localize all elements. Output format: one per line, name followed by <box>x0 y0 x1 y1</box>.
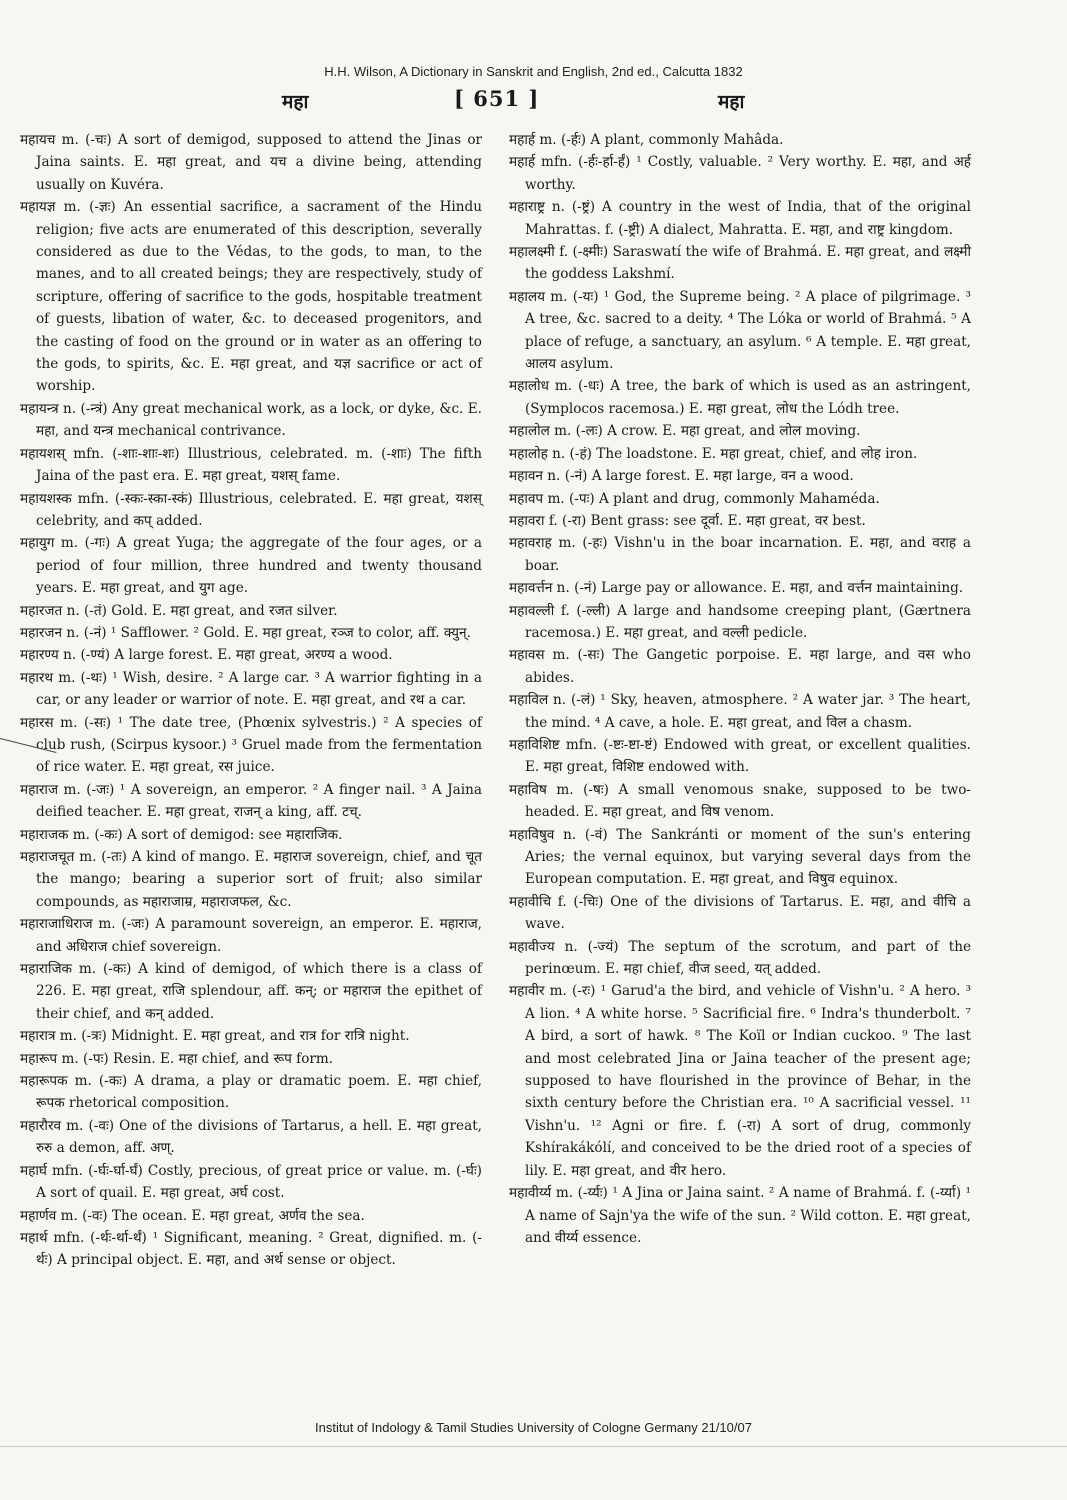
dictionary-entry: महालोह n. (-हं) The loadstone. E. महा great, chief, and लोह iron. <box>509 445 918 462</box>
dictionary-entry: महाराष्ट्र n. (-ष्ट्रं) A country in the west of India, that of the original Mahrattas. f. (-ष्ट्री) A dialect, Mahratta. E. महा, and राष्ट्र kingdom. <box>509 199 971 238</box>
dictionary-entry: महारात्र m. (-त्रः) Midnight. E. महा great, and रात्र for रात्रि night. <box>20 1028 410 1045</box>
left-running-headword: महा <box>282 91 309 113</box>
dictionary-entry: महावन n. (-नं) A large forest. E. महा large, वन a wood. <box>509 468 854 485</box>
dictionary-entry: महावर्त्तन n. (-नं) Large pay or allowance. E. महा, and वर्त्तन maintaining. <box>509 580 964 597</box>
dictionary-entry: महायन्त्र n. (-न्त्रं) Any great mechanical work, as a lock, or dyke, &c. E. महा, and यन्त्र mechanical contrivance. <box>20 400 482 440</box>
dictionary-entry: महावस m. (-सः) The Gangetic porpoise. E. महा large, and वस who abides. <box>509 647 971 686</box>
dictionary-entry: महार्ह mfn. (-र्हः-र्हा-र्हं) ¹ Costly, valuable. ² Very worthy. E. महा, and अर्ह worthy. <box>509 154 971 193</box>
dictionary-entry: महार्ह m. (-र्हः) A plant, commonly Mahâda. <box>509 132 784 148</box>
left-column <box>20 129 482 1272</box>
dictionary-entry: महार्णव m. (-वः) The ocean. E. महा great, अर्णव the sea. <box>20 1207 365 1224</box>
dictionary-entry: महारजन n. (-नं) ¹ Safflower. ² Gold. E. महा great, रञ्ज to color, aff. क्युन्. <box>20 624 471 641</box>
dictionary-entry: महार्थ mfn. (-र्थः-र्था-र्थं) ¹ Significant, meaning. ² Great, dignified. m. (-र्थः) A principal object. E. महा, and अर्थ sense or object. <box>20 1229 482 1269</box>
dictionary-entry: महारस m. (-सः) ¹ The date tree, (Phœnix sylvestris.) ² A species of club rush, (Scirpus kysoor.) ³ Gruel made from the fermentation of rice water. E. महा great, रस juice. <box>20 714 482 776</box>
dictionary-entry: महारूप m. (-पः) Resin. E. महा chief, and रूप form. <box>20 1050 334 1067</box>
dictionary-entry: महारजत n. (-तं) Gold. E. महा great, and रजत silver. <box>20 602 338 619</box>
dictionary-entry: महाराजाधिराज m. (-जः) A paramount sovereign, an emperor. E. महाराज, and अधिराज chief sovereign. <box>20 916 482 955</box>
source-citation: H.H. Wilson, A Dictionary in Sanskrit and English, 2nd ed., Calcutta 1832 <box>324 64 743 79</box>
dictionary-entry: महाविल n. (-लं) ¹ Sky, heaven, atmosphere. ² A water jar. ³ The heart, the mind. ⁴ A cave, a hole. E. महा great, and विल a chasm. <box>509 692 971 731</box>
dictionary-entry: महाराज m. (-जः) ¹ A sovereign, an emperor. ² A finger nail. ³ A Jaina deified teacher. E. महा great, राजन् a king, aff. टच्. <box>20 781 482 821</box>
page-number: [ 651 ] <box>454 86 540 111</box>
footer-credit: Institut of Indology & Tamil Studies University of Cologne Germany 21/10/07 <box>315 1420 752 1435</box>
dictionary-entry: महालोल m. (-लः) A crow. E. महा great, and लोल moving. <box>509 423 861 440</box>
dictionary-entry: महावीचि f. (-चिः) One of the divisions of Tartarus. E. महा, and वीचि a wave. <box>509 893 971 933</box>
dictionary-entry: महारौरव m. (-वः) One of the divisions of Tartarus, a hell. E. महा great, रुरु a demon, aff. अण्. <box>20 1117 482 1157</box>
dictionary-entry: महाराजक m. (-कः) A sort of demigod: see महाराजिक. <box>20 826 343 843</box>
dictionary-entry: महावराह m. (-हः) Vishn'u in the boar incarnation. E. महा, and वराह a boar. <box>509 535 971 574</box>
dictionary-entry: महारूपक m. (-कः) A drama, a play or dramatic poem. E. महा chief, रूपक rhetorical composition. <box>20 1073 482 1112</box>
dictionary-entry: महाविष m. (-षः) A small venomous snake, supposed to be two-headed. E. महा great, and विष venom. <box>509 781 971 821</box>
dictionary-entry: महावप m. (-पः) A plant and drug, commonly Mahaméda. <box>509 490 880 507</box>
dictionary-entry: महायशस् mfn. (-शाः-शाः-शः) Illustrious, celebrated. m. (-शाः) The fifth Jaina of the past era. E. महा great, यशस् fame. <box>20 445 482 485</box>
dictionary-entry: महाराजिक m. (-कः) A kind of demigod, of which there is a class of 226. E. महा great, राजि splendour, aff. कन्; or महाराज the epithet of their chief, and कन् added. <box>20 961 482 1022</box>
dictionary-entry: महावीर m. (-रः) ¹ Garud'a the bird, and vehicle of Vishn'u. ² A hero. ³ A lion. ⁴ A white horse. ⁵ Sacrificial fire. ⁶ Indra's thunderbolt. ⁷ A bird, a sort of hawk. ⁸ The Koïl or Indian cuckoo. ⁹ The last and most celebrated Jina or Jaina teacher of the present age; supposed to have flourished in the province of Behar, in the sixth century before the Christian era. ¹⁰ A sacrificial vessel. ¹¹ Vishn'u. ¹² Agni or fire. f. (-रा) A sort of drug, commonly Kshírakákólí, and conceived to be the dried root of a species of lily. E. महा great, and वीर hero. <box>509 983 971 1179</box>
dictionary-entry: महायशस्क mfn. (-स्कः-स्का-स्कं) Illustrious, celebrated. E. महा great, यशस् celebrity, and कप् added. <box>20 490 482 529</box>
dictionary-entry: महायच m. (-चः) A sort of demigod, supposed to attend the Jinas or Jaina saints. E. महा great, and यच a divine being, attending usually on Kuvéra. <box>20 132 482 193</box>
dictionary-entry: महालय m. (-यः) ¹ God, the Supreme being. ² A place of pilgrimage. ³ A tree, &c. sacred to a deity. ⁴ The Lóka or world of Brahmá. ⁵ A place of refuge, a sanctuary, an asylum. ⁶ A temple. E. महा great, आलय asylum. <box>509 288 971 373</box>
dictionary-entry: महाविशिष्ट mfn. (-ष्टः-ष्टा-ष्टं) Endowed with great, or excellent qualities. E. महा great, विशिष्ट endowed with. <box>509 736 971 776</box>
bottom-rule <box>0 1446 1067 1447</box>
dictionary-entry: महावल्ली f. (-ल्ली) A large and handsome creeping plant, (Gærtnera racemosa.) E. महा great, and वल्ली pedicle. <box>509 602 971 641</box>
dictionary-entry: महारण्य n. (-ण्यं) A large forest. E. महा great, अरण्य a wood. <box>20 647 393 664</box>
dictionary-entry: महावीर्य्य m. (-र्य्यः) ¹ A Jina or Jaina saint. ² A name of Brahmá. f. (-र्य्या) ¹ A name of Sajn'ya the wife of the sun. ² Wild cotton. E. महा great, and वीर्य्य essence. <box>509 1185 971 1246</box>
dictionary-entry: महारथ m. (-थः) ¹ Wish, desire. ² A large car. ³ A warrior fighting in a car, or any leader or warrior of note. E. महा great, and रथ a car. <box>20 669 482 709</box>
right-running-headword: महा <box>718 91 745 113</box>
dictionary-entry: महावीज्य n. (-ज्यं) The septum of the scrotum, and part of the perinœum. E. महा chief, वीज seed, यत् added. <box>509 938 971 978</box>
page-header <box>0 86 1067 116</box>
dictionary-entry: महालोध m. (-धः) A tree, the bark of which is used as an astringent, (Symplocos racemosa.) E. महा great, लोध the Lódh tree. <box>509 378 971 417</box>
dictionary-entry: महाविषुव n. (-वं) The Sankránti or moment of the sun's entering Aries; the vernal equinox, but varying several days from the European computation. E. महा great, and विषुव equinox. <box>509 826 971 888</box>
dictionary-entry: महायुग m. (-गः) A great Yuga; the aggregate of the four ages, or a period of four million, three hundred and twenty thousand years. E. महा great, and युग age. <box>20 535 482 597</box>
dictionary-entry: महावरा f. (-रा) Bent grass: see दूर्वा. E. महा great, वर best. <box>509 512 866 529</box>
dictionary-entry: महार्घ mfn. (-र्घः-र्घा-र्घं) Costly, precious, of great price or value. m. (-र्घः) A sort of quail. E. महा great, अर्घ cost. <box>20 1162 482 1202</box>
dictionary-entry: महालक्ष्मी f. (-क्ष्मीः) Saraswatí the wife of Brahmá. E. महा great, and लक्ष्मी the goddess Lakshmí. <box>509 244 971 283</box>
dictionary-entry: महाराजचूत m. (-तः) A kind of mango. E. महाराज sovereign, chief, and चूत the mango; bearing a superior sort of fruit; also similar compounds, as महाराजाम्र, महाराजफल, &c. <box>20 849 482 910</box>
dictionary-entry: महायज्ञ m. (-ज्ञः) An essential sacrifice, a sacrament of the Hindu religion; five acts are enumerated of this description, severally considered as due to the Védas, to the gods, to man, to the manes, and to all created beings; they are respectively, study of scripture, offering of sacrifice to the gods, hospitable treatment of guests, libation of water, &c. to deceased progenitors, and the casting of food on the ground or in water as an offering to the gods, to spirits, &c. E. महा great, and यज्ञ sacrifice or act of worship. <box>20 199 482 395</box>
right-column <box>509 129 971 1249</box>
